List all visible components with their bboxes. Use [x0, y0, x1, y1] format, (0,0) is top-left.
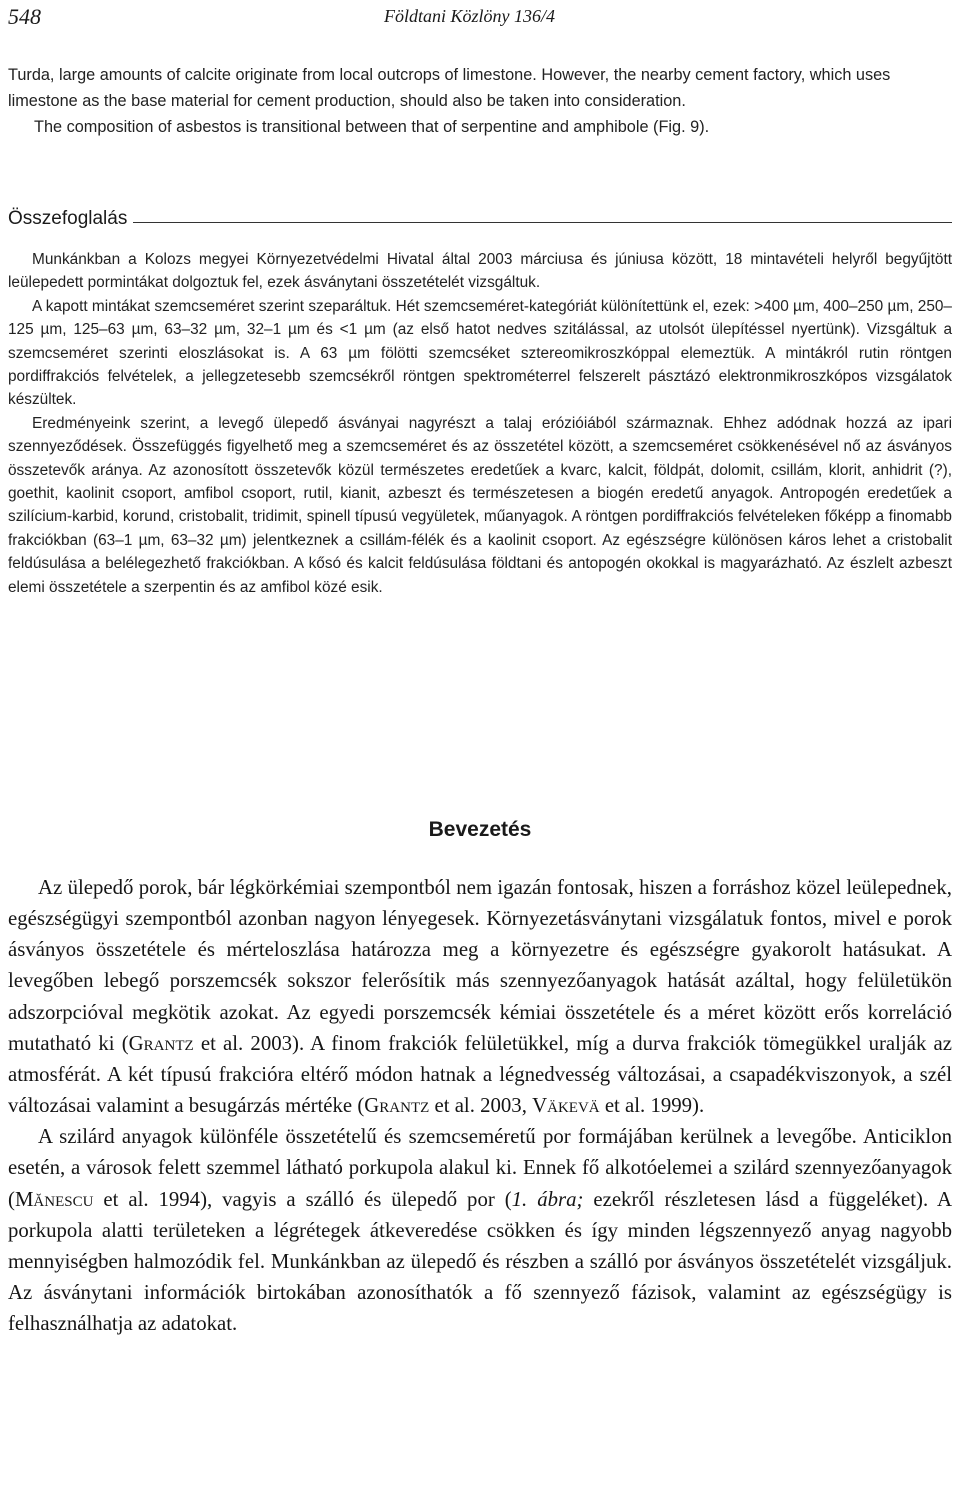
english-paragraph: The composition of asbestos is transitional between that of serpentine and amphibole (Fig. 9). — [34, 118, 710, 136]
introduction-title: Bevezetés — [428, 818, 532, 841]
paragraph-text: et al. 1994), vagyis a szálló és ülepedő por ( — [93, 1187, 512, 1211]
paragraph-text: Az ülepedő porok, bár légkörkémiai szempontból nem igazán fontosak, hiszen a forráshoz közel leülepednek, egészségügyi szempontból azonban nagyon lényegesek. Környezetásványtani vizsgálatuk fontos, mivel e porok ásványos összetétele és mérteloszlása határozza meg a környezetre és egészségre gyakorolt hatásukat. A levegőben lebegő porszemcsék sokszor felerősítik más szennyezőanyagok hatását azáltal, hogy felületükön adszorpcióval megkötik azokat. Az egyedi porszemcsék kémiai összetétele és a méret között erős korreláció mutatható ki ( — [8, 876, 952, 1055]
summary-paragraph: Eredményeink szerint, a levegő ülepedő ásványai nagyrészt a talaj erózióiából származnak. Ehhez adódnak hozzá az ipari szennyeződések. Összefüggés figyelhető meg a szemcseméret és az összetétel között, a szemcseméret csökkenésével nő az ásványos összetevők aránya. Az azonosított összetevők közül természetes eredetűek a kvarc, kalcit, földpát, dolomit, csillám, klorit, anhidrit (?), goethit, kaolinit csoport, amfibol csoport, rutil, kianit, azbeszt és természetesen a biogén eredetű anyagok. Antropogén eredetűek a szilícium-karbid, korund, cristobalit, tridimit, spinell típusú vegyületek, műanyagok. A röntgen pordiffrakciós felvételeken főképp a finomabb frakciókban (63–1 µm, 63–32 µm) jelentkeznek a csillám-félék és a kaolinit csoport. Az egészségre különösen káros lehet a cristobalit feldúsulása a belélegezhető frakciókban. A kősó és kalcit feldúsulása földtani és antopogén okokkal is magyarázható. Az észlelt azbeszt elemi összetétele a szerpentin és az amfibol közé esik. — [8, 414, 952, 596]
introduction-paragraph — [8, 1121, 952, 1339]
english-text-block — [8, 62, 952, 140]
introduction-block — [8, 872, 952, 1339]
reference-author: Mănescu — [14, 1187, 94, 1211]
figure-reference: 1. ábra; — [511, 1187, 584, 1211]
reference-author: Grantz — [128, 1031, 194, 1055]
paragraph-text: A szilárd anyagok különféle összetételű és szemcseméretű por formájában kerülnek a levegőbe. Anticiklon esetén, a városok felett szemmel látható porkupola alakul ki. Ennek fő alkotóelemei a szilárd szennyezőanyagok ( — [8, 1125, 952, 1211]
summary-block — [8, 248, 952, 599]
page-number: 548 — [8, 4, 41, 29]
journal-title: Földtani Közlöny 136/4 — [384, 6, 555, 26]
paragraph-text: et al. 2003, — [429, 1094, 533, 1118]
summary-paragraph: A kapott mintákat szemcseméret szerint szeparáltuk. Hét szemcseméret-kategóriát különítettünk el, ezek: >400 µm, 400–250 µm, 250–125 µm, 125–63 µm, 63–32 µm, 32–1 µm és <1 µm (az első hatot nedves szitálással, az utolsót ülepítéssel nyertünk). Vizsgáltuk a szemcseméret szerinti eloszlásokat is. A 63 µm fölötti szemcséket sztereomikroszkóppal elemeztük. A mintákról rutin röntgen pordiffrakciós felvételek, a jellegzetesebb szemcsékről röntgen spektrométerrel felszerelt pásztázó elektronmikroszkópos vizsgálatok készültek. — [8, 297, 952, 409]
reference-author: Väkevä — [532, 1094, 600, 1118]
running-head — [0, 0, 960, 40]
reference-author: Grantz — [364, 1094, 430, 1118]
summary-rule — [133, 222, 952, 223]
summary-paragraph: Munkánkban a Kolozs megyei Környezetvédelmi Hivatal által 2003 márciusa és júniusa között, 18 mintavételi helyről begyűjtött leülepedett pormintákat dolgoztuk fel, ezek ásványtani összetételét vizsgáltuk. — [8, 251, 952, 292]
summary-title: Összefoglalás — [8, 208, 128, 229]
paragraph-text: et al. 2003). A finom frakciók felületükkel, míg a durva frakciók tömegükkel uralják az atmosférát. A két típusú frakcióra eltérő módon hatnak a légnedvesség változásai, a csapadékviszonyok, a szél változásai valamint a besugárzás mértéke ( — [8, 1031, 952, 1118]
paragraph-text: ezekről részletesen lásd a függeléket). A porkupola alatti területeken a légrétegek átkeveredése csökken és így minden légszennyező anyag nagyobb mennyiségben halmozódik fel. Munkánkban az ülepedő és részben a szálló por ásványos összetételét vizsgáljuk. Az ásványtani információk birtokában azonosíthatók a fő szennyező fázisok, valamint az egészségügy is felhasználhatja az adatokat. — [8, 1187, 952, 1336]
summary-heading — [8, 204, 952, 234]
introduction-paragraph — [8, 872, 952, 1121]
paragraph-text: et al. 1999). — [599, 1094, 705, 1118]
english-paragraph: Turda, large amounts of calcite originate from local outcrops of limestone. However, the nearby cement factory, which uses limestone as the base material for cement production, should also be taken into consideration. — [8, 66, 891, 110]
